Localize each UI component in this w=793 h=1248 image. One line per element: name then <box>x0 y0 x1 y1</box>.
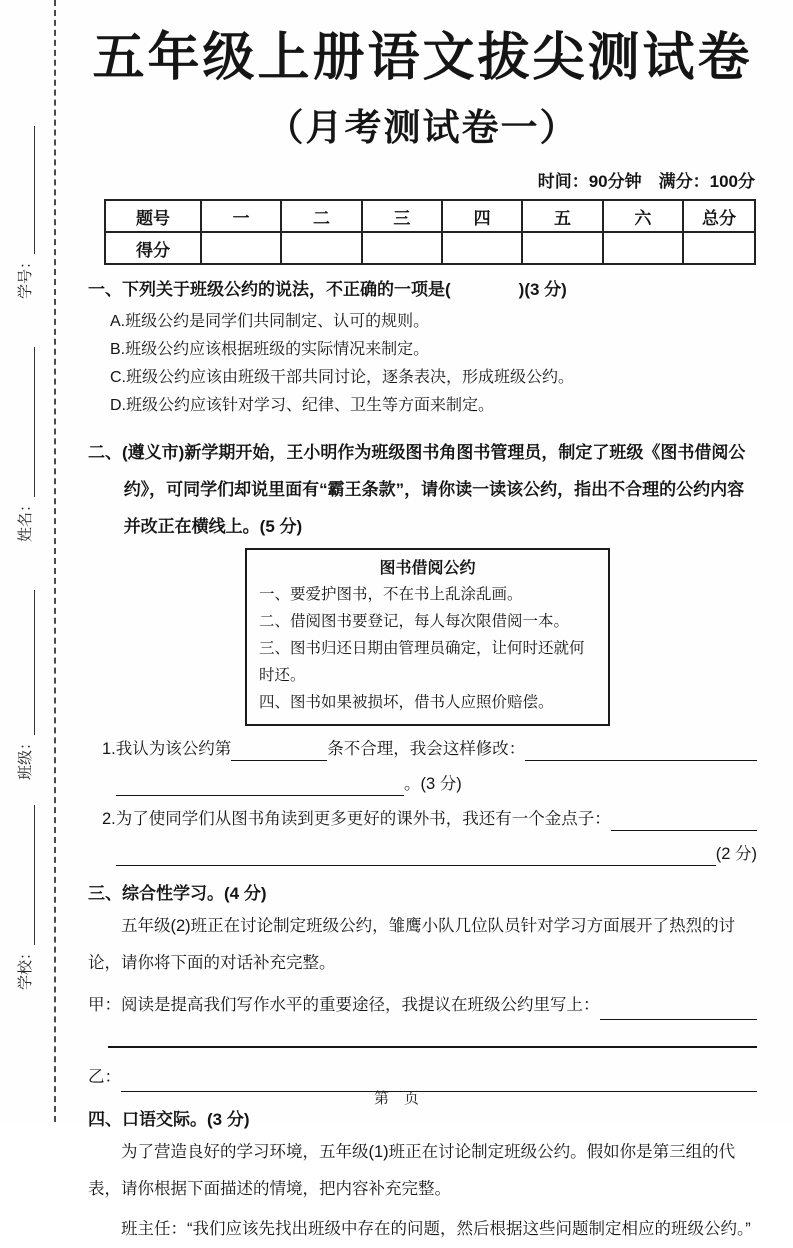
speaker-b-text: 乙： <box>88 1068 121 1087</box>
student-id-blank-line <box>19 126 35 254</box>
q2-item1-blank-1 <box>231 741 327 761</box>
score-header-cell: 五 <box>522 200 602 232</box>
teacher-line: 班主任：“我们应该先找出班级中存在的问题，然后根据这些问题制定相应的班级公约。” <box>121 1220 751 1239</box>
question-4 <box>88 1108 757 1248</box>
name-field <box>14 347 35 542</box>
page-subtitle: （月考测试卷一） <box>266 107 579 149</box>
pact-rule-3: 三、图书归还日期由管理员确定，让何时还就何时还。 <box>259 640 585 685</box>
score-cell <box>522 232 602 264</box>
student-id-label: 学号： <box>16 253 34 299</box>
question-1-options <box>88 308 757 420</box>
option-d: D.班级公约应该针对学习、纪律、卫生等方面来制定。 <box>110 397 495 415</box>
q2-item-2-line-1 <box>102 807 757 831</box>
score-header-cell: 二 <box>281 200 361 232</box>
q3-continuation-blank-line <box>108 1046 757 1048</box>
library-pact-box <box>245 548 610 726</box>
q2-item1-text-1: 1.我认为该公约第 <box>102 740 232 759</box>
question-4-intro: 为了营造良好的学习环境，五年级(1)班正在讨论制定班级公约。假如你是第三组的代表，请你根据下面描述的情境，把内容补充完整。 <box>88 1143 736 1199</box>
name-label: 姓名： <box>16 496 34 542</box>
score-cell <box>603 232 683 264</box>
q2-item2-blank-2 <box>116 846 716 866</box>
question-3-title: 三、综合性学习。(4 分) <box>88 884 267 904</box>
score-header-cell: 三 <box>362 200 442 232</box>
score-table-score-row <box>105 232 755 264</box>
option-a: A.班级公约是同学们共同制定、认可的规则。 <box>110 313 430 331</box>
pact-rule-2: 二、借阅图书要登记，每人每次限借阅一本。 <box>259 613 570 631</box>
score-header-cell: 六 <box>603 200 683 232</box>
score-table-header-row <box>105 200 755 232</box>
question-2 <box>88 434 757 866</box>
speaker-a-blank <box>600 1000 758 1020</box>
score-cell <box>442 232 522 264</box>
question-1-title: 一、下列关于班级公约的说法，不正确的一项是( )(3 分) <box>88 280 567 300</box>
question-4-title: 四、口语交际。(3 分) <box>88 1110 250 1130</box>
name-blank-line <box>19 347 35 497</box>
score-header-cell: 题号 <box>105 200 201 232</box>
question-3-intro: 五年级(2)班正在讨论制定班级公约，雏鹰小队几位队员针对学习方面展开了热烈的讨论，请你将下面的对话补充完整。 <box>88 917 736 973</box>
q2-item1-blank-2 <box>525 741 757 761</box>
q2-item-1-line-2 <box>116 772 757 796</box>
pact-box-title: 图书借阅公约 <box>379 560 476 578</box>
q2-item1-blank-3 <box>116 776 404 796</box>
score-table <box>104 199 756 265</box>
student-id-field <box>14 126 35 299</box>
score-cell <box>201 232 281 264</box>
score-header-cell: 四 <box>442 200 522 232</box>
class-label: 班级： <box>16 734 34 780</box>
score-cell <box>362 232 442 264</box>
q2-item1-suffix: 。(3 分) <box>404 775 462 794</box>
q2-item2-suffix: (2 分) <box>715 845 757 864</box>
seal-dashed-line <box>54 0 56 1122</box>
score-row-label: 得分 <box>105 232 201 264</box>
margin-label-strip <box>10 60 38 1075</box>
q2-item-1-line-1 <box>102 737 757 761</box>
option-c: C.班级公约应该由班级干部共同讨论，逐条表决，形成班级公约。 <box>110 369 575 387</box>
school-field <box>14 805 35 990</box>
speaker-a-line <box>88 990 757 1020</box>
school-label: 学校： <box>16 944 34 990</box>
speaker-a-text: 甲：阅读是提高我们写作水平的重要途径，我提议在班级公约里写上： <box>88 996 600 1015</box>
score-header-cell: 总分 <box>683 200 755 232</box>
question-3 <box>88 882 757 1092</box>
score-header-cell: 一 <box>201 200 281 232</box>
page-title: 五年级上册语文拔尖测试卷 <box>92 29 753 87</box>
class-blank-line <box>19 590 35 735</box>
question-1 <box>88 278 757 420</box>
score-cell <box>281 232 361 264</box>
q2-item1-text-2: 条不合理，我会这样修改： <box>327 740 526 759</box>
score-cell <box>683 232 755 264</box>
q2-item-2-line-2 <box>116 842 757 866</box>
main-content <box>88 0 757 1248</box>
class-field <box>14 590 35 780</box>
question-2-title: 二、(遵义市)新学期开始，王小明作为班级图书角图书管理员，制定了班级《图书借阅公约》，可同学们却说里面有“霸王条款”，请你读一读该公约，指出不合理的公约内容并改正在横线上。(5 分) <box>88 443 746 537</box>
exam-meta: 时间：90分钟 满分：100分 <box>537 172 755 192</box>
page-number-footer: 第 页 <box>373 1090 419 1107</box>
pact-rule-4: 四、图书如果被损坏，借书人应照价赔偿。 <box>259 694 554 712</box>
option-b: B.班级公约应该根据班级的实际情况来制定。 <box>110 341 430 359</box>
pact-rule-1: 一、要爱护图书，不在书上乱涂乱画。 <box>259 586 523 604</box>
q2-item2-blank-1 <box>611 811 757 831</box>
school-blank-line <box>19 805 35 945</box>
question-2-items <box>102 737 757 866</box>
q2-item2-text: 2.为了使同学们从图书角读到更多更好的课外书，我还有一个金点子： <box>102 810 611 829</box>
